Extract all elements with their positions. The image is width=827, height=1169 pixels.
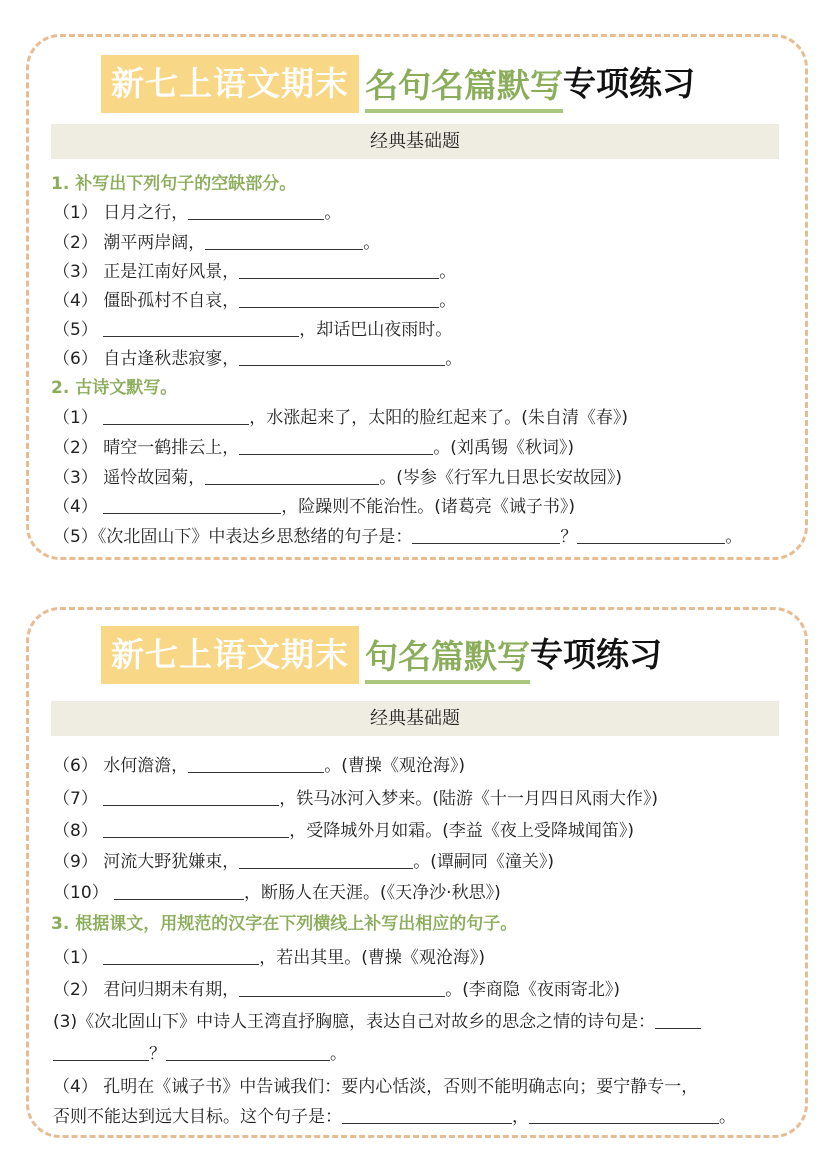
q2-item-7: （7） ，铁马冰河入梦来。(陆游《十一月四日风雨大作》) — [53, 789, 658, 809]
answer-blank[interactable] — [239, 851, 413, 869]
answer-blank[interactable] — [103, 496, 281, 514]
answer-blank[interactable] — [412, 526, 560, 544]
answer-blank[interactable] — [342, 1106, 512, 1124]
question-2-heading: 2. 古诗文默写。 — [51, 378, 178, 398]
page-title — [101, 626, 662, 684]
answer-blank[interactable] — [239, 979, 445, 997]
q2-item-1: （1） ，水涨起来了，太阳的脸红起来了。(朱自清《春》) — [53, 408, 628, 428]
answer-blank[interactable] — [205, 467, 379, 485]
title-black: 专项练习 — [563, 64, 695, 103]
worksheet-card-1 — [26, 34, 808, 560]
answer-blank[interactable] — [205, 232, 363, 250]
q2-item-8: （8） ，受降城外月如霜。(李益《夜上受降城闻笛》) — [53, 821, 634, 841]
q2-item-9: （9） 河流大野犹嫌束， 。(谭嗣同《潼关》) — [53, 852, 554, 872]
answer-blank[interactable] — [103, 788, 279, 806]
answer-blank[interactable] — [239, 348, 445, 366]
q2-item-10: （10） ，断肠人在天涯。(《天净沙·秋思》) — [53, 883, 501, 903]
answer-blank[interactable] — [53, 1043, 149, 1061]
answer-blank[interactable] — [655, 1011, 701, 1029]
answer-blank[interactable] — [103, 407, 249, 425]
question-1-heading: 1. 补写出下列句子的空缺部分。 — [51, 174, 297, 194]
title-highlight: 新七上语文期末 — [101, 626, 359, 684]
section-header: 经典基础题 — [51, 124, 779, 159]
q1-item-1: （1） 日月之行， 。 — [53, 203, 342, 223]
answer-blank[interactable] — [103, 947, 259, 965]
title-black: 专项练习 — [530, 635, 662, 674]
answer-blank[interactable] — [103, 319, 299, 337]
answer-blank[interactable] — [529, 1106, 719, 1124]
q1-item-6: （6） 自古逢秋悲寂寥， 。 — [53, 349, 463, 369]
title-green: 句名篇默写 — [365, 634, 530, 684]
answer-blank[interactable] — [188, 202, 324, 220]
answer-blank[interactable] — [239, 261, 439, 279]
answer-blank[interactable] — [188, 755, 324, 773]
q3-item-4-continued: 否则不能达到远大目标。这个句子是： ， 。 — [53, 1107, 736, 1127]
q3-item-4: （4） 孔明在《诫子书》中告诫我们：要内心恬淡，否则不能明确志向；要宁静专一， — [53, 1077, 699, 1097]
q2-item-5: （5）《次北固山下》中表达乡思愁绪的句子是： ？ 。 — [53, 527, 743, 547]
answer-blank[interactable] — [239, 290, 439, 308]
worksheet-card-2 — [26, 607, 808, 1138]
q2-item-3: （3） 遥怜故园菊， 。(岑参《行军九日思长安故园》) — [53, 468, 622, 488]
q2-item-2: （2） 晴空一鹤排云上， 。(刘禹锡《秋词》) — [53, 438, 574, 458]
q3-item-1: （1） ，若出其里。(曹操《观沧海》) — [53, 948, 485, 968]
q2-item-4: （4） ，险躁则不能治性。(诸葛亮《诫子书》) — [53, 497, 575, 517]
q1-item-2: （2） 潮平两岸阔， 。 — [53, 233, 381, 253]
title-green: 名句名篇默写 — [365, 63, 563, 113]
q1-item-4: （4） 僵卧孤村不自哀， 。 — [53, 291, 457, 311]
q2-item-6: （6） 水何澹澹， 。(曹操《观沧海》) — [53, 756, 465, 776]
q3-item-2: （2） 君问归期未有期， 。(李商隐《夜雨寄北》) — [53, 980, 620, 1000]
question-3-heading: 3. 根据课文，用规范的汉字在下列横线上补写出相应的句子。 — [51, 914, 518, 934]
q3-item-3-continued: ？ 。 — [53, 1043, 347, 1065]
page-title — [101, 55, 695, 113]
title-highlight: 新七上语文期末 — [101, 55, 359, 113]
answer-blank[interactable] — [103, 820, 289, 838]
answer-blank[interactable] — [114, 882, 244, 900]
answer-blank[interactable] — [239, 437, 433, 455]
q3-item-3: (3)《次北固山下》中诗人王湾直抒胸臆，表达自己对故乡的思念之情的诗句是： — [53, 1011, 701, 1033]
answer-blank[interactable] — [166, 1043, 330, 1061]
section-header: 经典基础题 — [51, 701, 779, 736]
q1-item-3: （3） 正是江南好风景， 。 — [53, 262, 457, 282]
q1-item-5: （5） ，却话巴山夜雨时。 — [53, 320, 453, 340]
answer-blank[interactable] — [577, 526, 725, 544]
